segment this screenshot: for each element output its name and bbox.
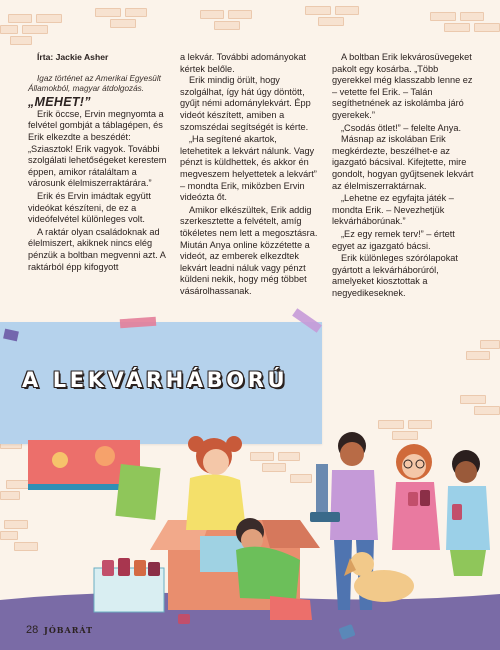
- girl-face: [203, 449, 229, 475]
- paragraph: „Ha segítené akartok, letehetitek a lekvárt nálunk. Vagy pénzt is küldhettek, és akkor én megveszem helyettetek a lekvárt” – mondta Erik, miközben Ervin videózta őt.: [180, 134, 317, 203]
- article-title: A LEKVÁRHÁBORÚ: [22, 368, 289, 392]
- poster-star: [52, 452, 68, 468]
- paragraph: Erik különleges szórólapokat gyártott a lekvárháborúról, amelyeket kiosztottak a negyedikeseknek.: [332, 253, 458, 298]
- text-column-2: [180, 52, 320, 297]
- jam-jar: [102, 560, 114, 576]
- girl-bun: [188, 436, 204, 452]
- brick: [200, 10, 224, 19]
- paragraph: a lekvár. További adományokat kértek belőle.: [180, 52, 306, 74]
- green-flyer: [115, 464, 160, 520]
- brick: [214, 21, 240, 30]
- brick: [10, 36, 32, 45]
- girl-shirt: [186, 474, 246, 530]
- jam-jar: [118, 558, 130, 576]
- paragraph: Erik mindig örült, hogy szolgálhat, így hát úgy döntött, gyűjt némi adománylekvárt. Épp videót készített, amiben a szomszédai segítségét is kérte.: [180, 75, 311, 132]
- author-byline: Írta: Jackie Asher: [37, 52, 109, 62]
- girl-bun: [226, 436, 242, 452]
- brick: [430, 12, 456, 21]
- brick: [8, 14, 32, 23]
- children-with-jam-jars-illustration: [0, 400, 500, 650]
- jar-stack: [310, 512, 340, 522]
- jam-jar: [452, 504, 462, 520]
- dog-head: [350, 552, 374, 576]
- box-flap: [262, 520, 320, 548]
- text-column-1: [28, 52, 168, 273]
- page-footer: [26, 624, 93, 636]
- brick: [95, 8, 121, 17]
- paragraph: „Csodás ötlet!” – felelte Anya.: [341, 122, 462, 133]
- paragraph: Amikor elkészültek, Erik addig szerkesztette a felvételt, amíg tökéletes nem lett a megosztásra. Miután Anya online közzétette a videót, az emberek elkezdtek lekvárt leadni náluk vagy pénzt küldeni nekik, hogy még többet vásárolhassanak.: [180, 204, 318, 296]
- paragraph: A boltban Erik lekvárosüvegeket pakolt egy kosárba. „Több gyerekkel még klasszabb lenne ez – vetette fel Erik. – Talán segíthetnének az iskolámba járó gyerekek.”: [332, 52, 473, 120]
- poster-flower: [95, 446, 115, 466]
- jam-jar: [148, 562, 160, 576]
- paragraph: „Ez egy remek terv!” – értett egyet az igazgató bácsi.: [332, 228, 455, 251]
- paragraph: Másnap az iskolában Erik megkérdezte, beszélhet-e az igazgató bácsival. Kifejtette, mire gondolt, hogyan gyűjtsenek lekvárt az élelmiszerraktárnak.: [332, 134, 474, 191]
- brick: [125, 8, 147, 17]
- story-subtitle: Igaz történet az Amerikai Egyesült Államokból, magyar átdolgozás.: [28, 73, 161, 94]
- text-column-3: [332, 52, 477, 299]
- magazine-name: JÓBARÁT: [44, 625, 94, 635]
- brick: [228, 10, 252, 19]
- boy-shirt: [330, 470, 378, 540]
- brick: [22, 25, 48, 34]
- brick: [474, 23, 500, 32]
- paragraph: A raktár olyan családoknak ad élelmiszert, akiknek nincs elég pénzük a boltban megvenni azt. A raktárból épp kifogyott: [28, 226, 166, 272]
- jam-jar: [178, 614, 190, 624]
- brick: [444, 23, 470, 32]
- brick: [36, 14, 62, 23]
- page-number: 28: [26, 624, 39, 636]
- kid-shorts: [450, 550, 486, 576]
- paragraph: Erik öccse, Ervin megnyomta a felvétel gombját a táblagépen, és Erik elkezdte a beszédét: „Sziasztok! Erik vagyok. További szolgálati lehetőségeket kerestem éppen, amikor rátaláltam a városunk élelmiszerraktárára.”: [28, 108, 167, 189]
- paragraph: „Lehetne ez egyfajta játék – mondta Erik. – Nevezhetjük lekvárháborúnak.”: [332, 193, 454, 227]
- brick: [480, 340, 500, 349]
- brick: [460, 12, 484, 21]
- paragraph: Erik és Ervin imádtak együtt videókat készíteni, de ez a videófelvétel különleges volt.: [28, 190, 151, 225]
- brick: [466, 351, 490, 360]
- girl-face: [402, 454, 426, 478]
- brick: [0, 25, 18, 34]
- kid-face: [455, 461, 477, 483]
- brick: [110, 19, 136, 28]
- jam-jar: [408, 492, 418, 506]
- jam-jar: [420, 490, 430, 506]
- brick: [318, 17, 344, 26]
- section-heading: „MEHET!”: [28, 94, 91, 109]
- brick: [335, 6, 359, 15]
- boy-face: [340, 442, 364, 466]
- brick: [305, 6, 331, 15]
- boy-pants: [270, 596, 312, 620]
- jam-jar: [134, 560, 146, 576]
